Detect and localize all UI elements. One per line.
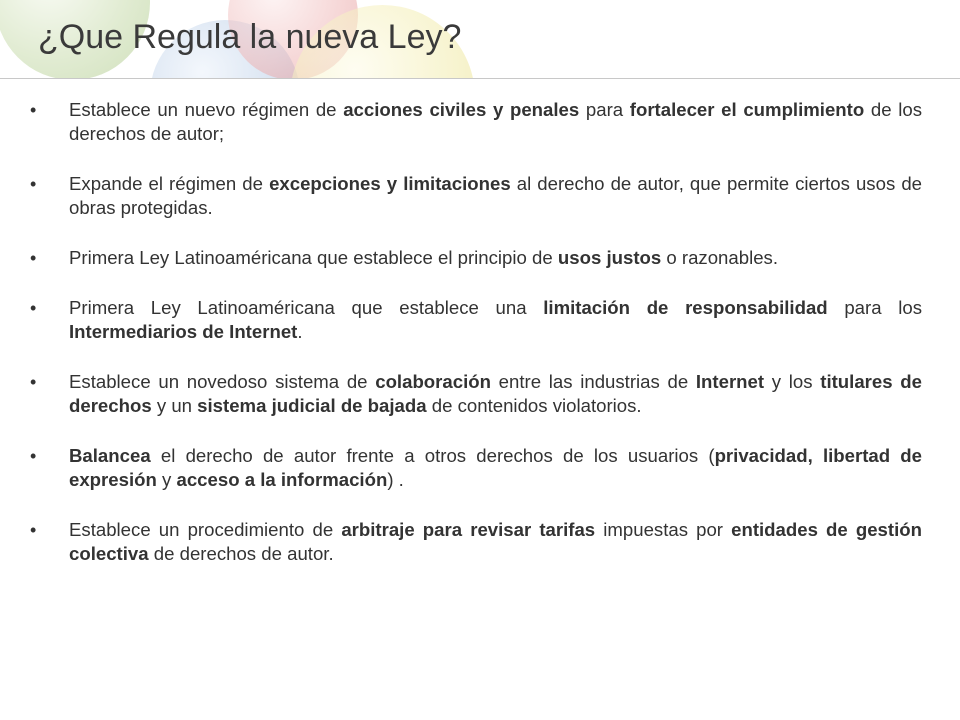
bullet-text-bold: entidades de gestión colectiva — [69, 519, 922, 564]
bullet-text: . — [297, 321, 303, 342]
bullet-text-bold: acceso a la información — [176, 469, 388, 490]
bullet-item — [30, 518, 922, 566]
bullet-text: de los derechos de autor; — [69, 99, 922, 144]
bullet-text: Establece un nuevo régimen de — [69, 99, 344, 120]
bullet-text-bold: Intermediarios de Internet — [69, 321, 298, 342]
bullet-text-bold: arbitraje para revisar tarifas — [341, 519, 596, 540]
bullet-item — [30, 296, 922, 344]
bullet-dot: • — [30, 372, 37, 392]
bullet-text: impuestas por — [595, 519, 732, 540]
bullet-item — [30, 246, 922, 270]
bullet-text-bold: titulares de derechos — [69, 371, 922, 416]
bullet-text-bold: Internet — [695, 371, 765, 392]
bullet-text: para — [579, 99, 630, 120]
bullet-text-bold: privacidad, libertad de expresión — [69, 445, 923, 490]
bullet-list — [30, 98, 922, 566]
bullet-dot: • — [30, 298, 37, 318]
bullet-text: de derechos de autor. — [148, 543, 334, 564]
bullet-text: de contenidos violatorios. — [426, 395, 642, 416]
bullet-text: Establece un novedoso sistema de — [69, 371, 376, 392]
bullet-dot: • — [30, 100, 37, 120]
bullet-text-bold: acciones civiles y penales — [343, 99, 580, 120]
bullet-text: el derecho de autor frente a otros derechos de los usuarios ( — [150, 445, 715, 466]
bullet-text: Primera Ley Latinoaméricana que establece el principio de — [69, 247, 558, 268]
bullet-text-bold: sistema judicial de bajada — [197, 395, 427, 416]
bullet-text: Expande el régimen de — [69, 173, 270, 194]
bullet-text: ) . — [387, 469, 404, 490]
bullet-text-bold: usos justos — [557, 247, 662, 268]
bullet-text: y un — [151, 395, 198, 416]
bullet-text-bold: fortalecer el cumplimiento — [629, 99, 865, 120]
bullet-text: o razonables. — [661, 247, 779, 268]
bullet-text-bold: colaboración — [375, 371, 491, 392]
bullet-item — [30, 444, 922, 492]
bullet-text-bold: Balancea — [69, 445, 151, 466]
bullet-text: Establece un procedimiento de — [69, 519, 342, 540]
bullet-text: para los — [827, 297, 922, 318]
slide-title: ¿Que Regula la nueva Ley? — [38, 18, 462, 56]
bullet-dot: • — [30, 248, 37, 268]
bullet-dot: • — [30, 446, 37, 466]
bullet-text: y los — [764, 371, 821, 392]
bullet-text: entre las industrias de — [490, 371, 696, 392]
bullet-item — [30, 172, 922, 220]
bullet-dot: • — [30, 174, 37, 194]
bullet-text: al derecho de autor, que permite ciertos usos de obras protegidas. — [69, 173, 923, 218]
bullet-item — [30, 98, 922, 146]
bullet-text-bold: excepciones y limitaciones — [269, 173, 511, 194]
bullet-text-bold: limitación de responsabilidad — [543, 297, 828, 318]
bullet-dot: • — [30, 520, 37, 540]
title-band — [0, 0, 960, 80]
bullet-text: y — [156, 469, 177, 490]
bullet-text: Primera Ley Latinoaméricana que establece una — [69, 297, 544, 318]
bullet-item — [30, 370, 922, 418]
